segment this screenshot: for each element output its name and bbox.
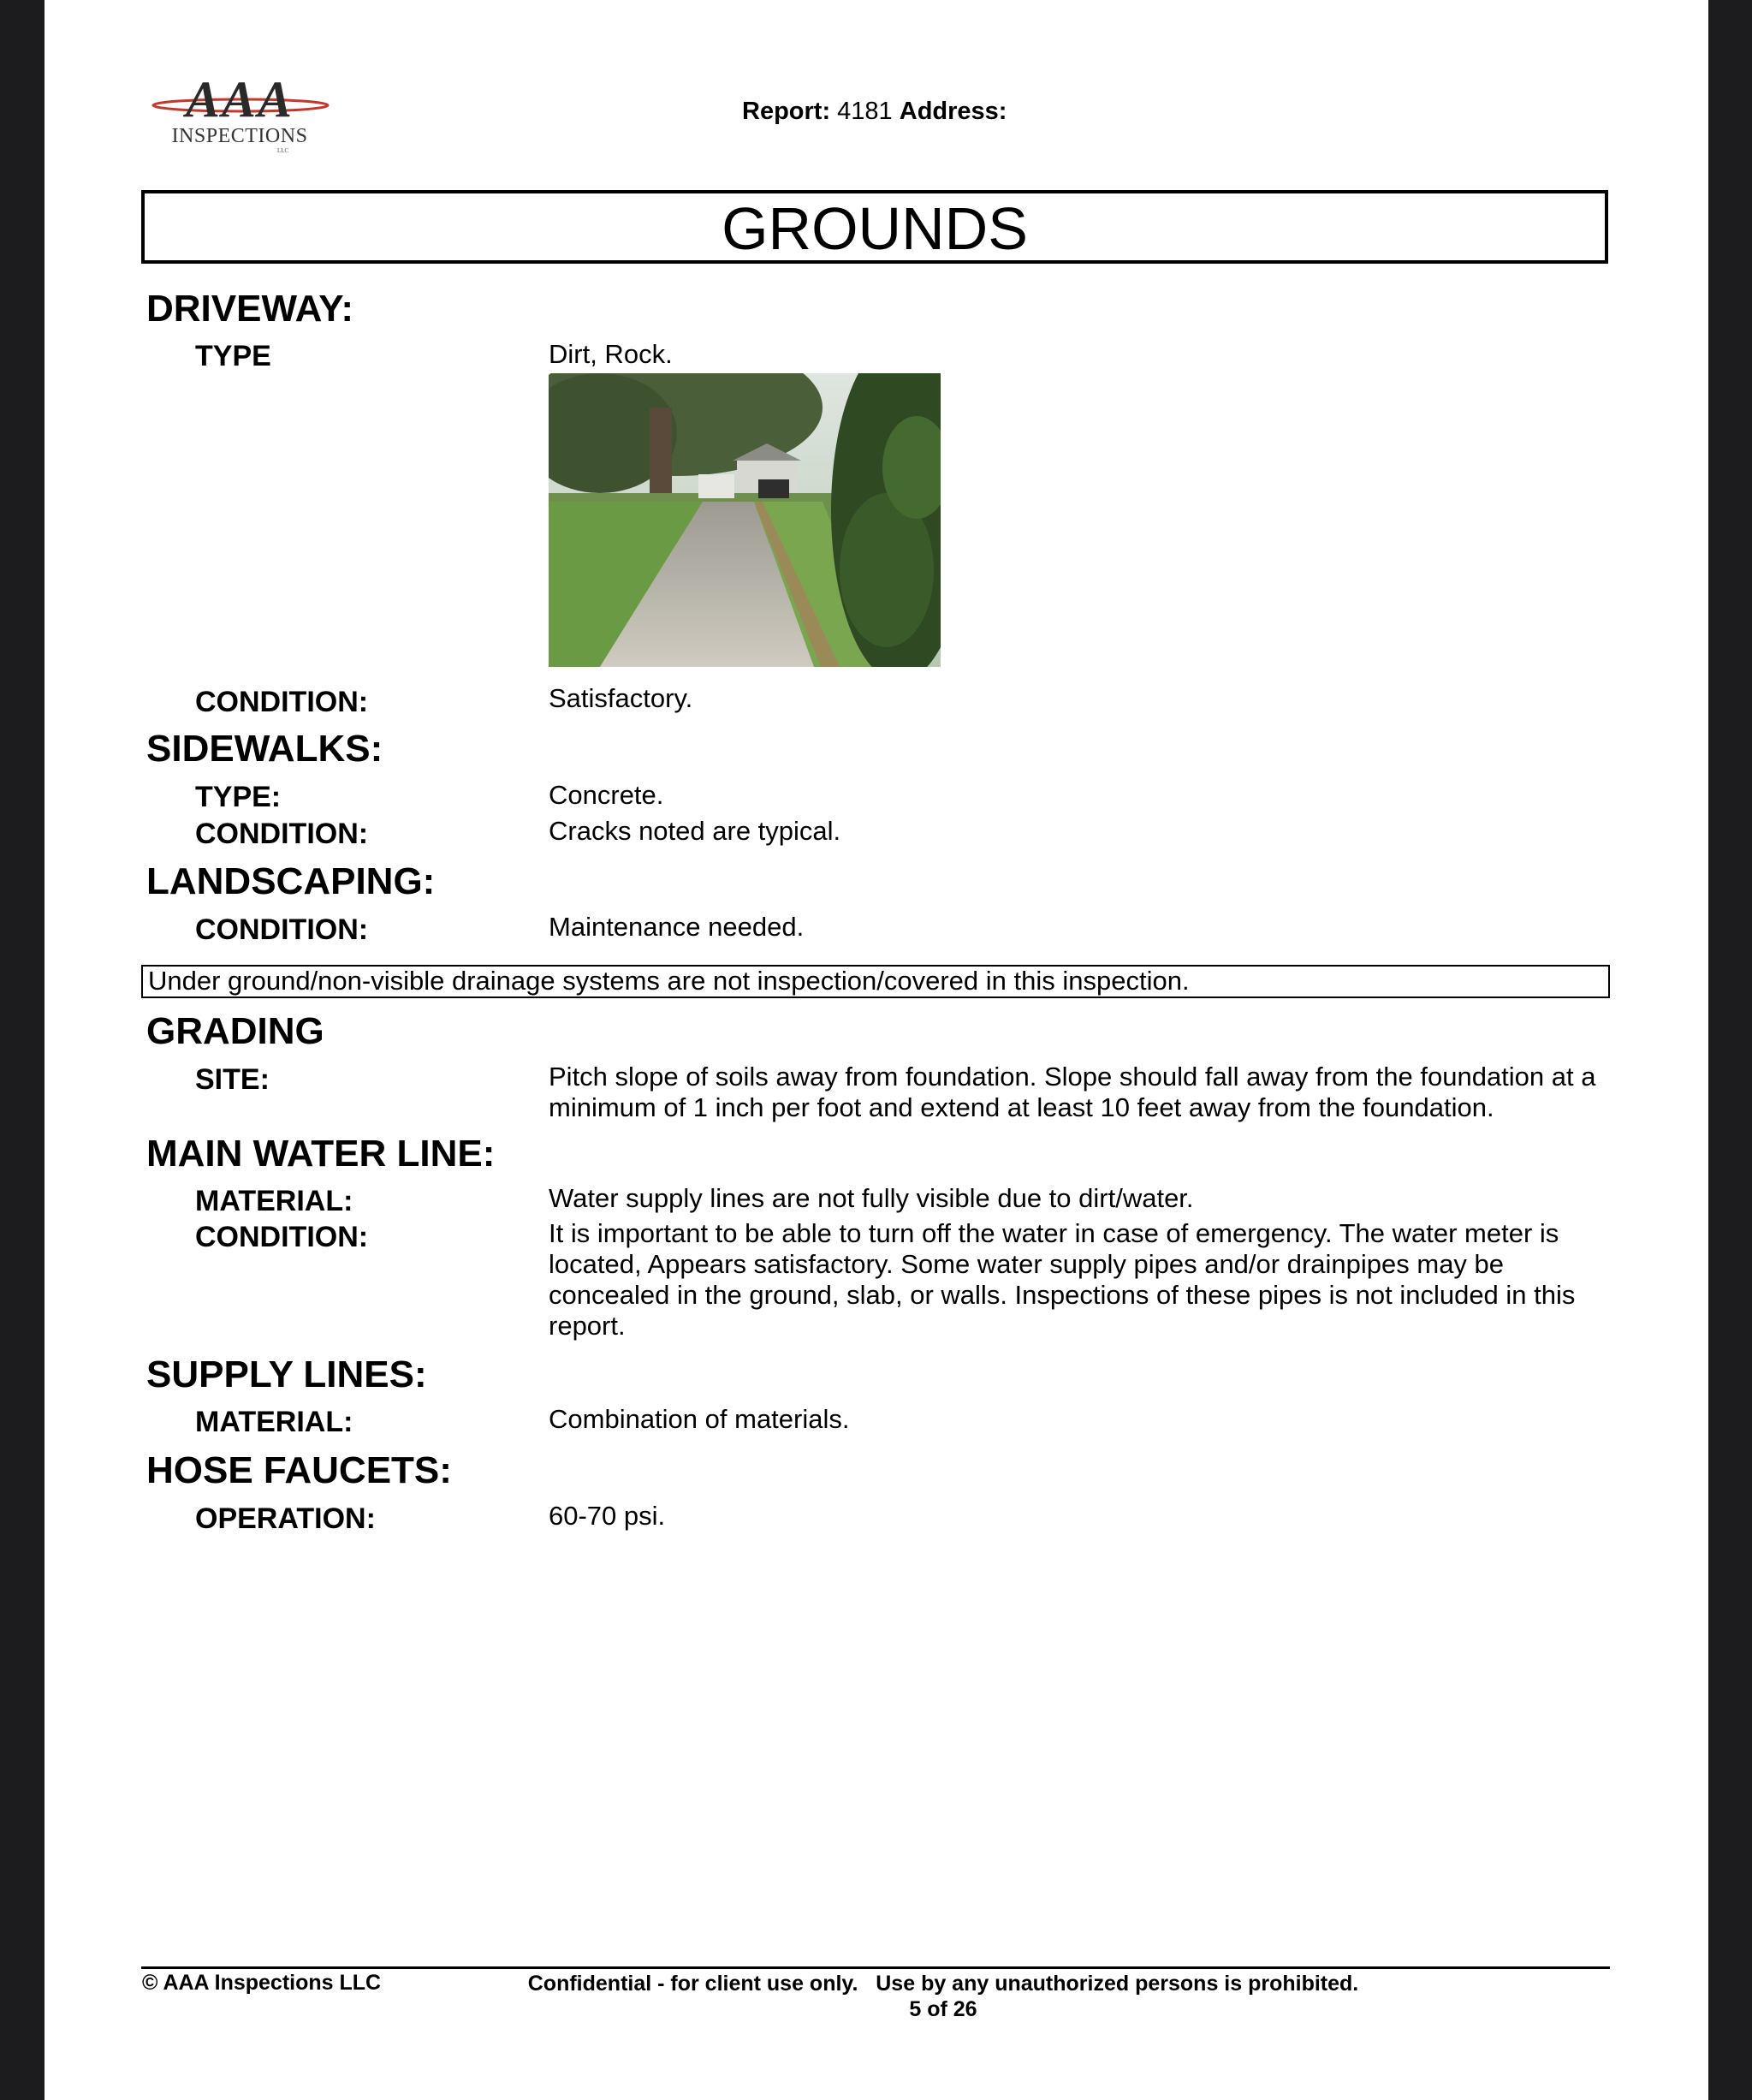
sidewalks-condition-value: Cracks noted are typical. (549, 816, 841, 846)
address-label: Address: (899, 98, 1007, 125)
document-page (45, 0, 1708, 2100)
main-water-material-value: Water supply lines are not fully visible due to dirt/water. (549, 1183, 1194, 1213)
footer-page-number: 5 of 26 (909, 1997, 977, 2021)
grading-heading: GRADING (146, 1010, 324, 1052)
hose-faucets-operation-value: 60-70 psi. (549, 1501, 666, 1531)
logo-brand: AAA (185, 71, 294, 128)
company-logo (146, 71, 334, 159)
logo-llc: LLC (277, 147, 289, 154)
main-water-line-heading: MAIN WATER LINE: (146, 1133, 496, 1175)
grading-site-label: SITE: (195, 1063, 270, 1096)
drainage-note: Under ground/non-visible drainage systems are not inspection/covered in this inspection. (141, 965, 1610, 998)
footer-divider (141, 1966, 1610, 1969)
main-water-condition-value: It is important to be able to turn off the water in case of emergency. The water meter is located, Appears satisfactory. Some water supply pipes and/or drainpipes may be concealed in the ground, slab, or walls. Inspections of these pipes is not included in this report. (549, 1218, 1576, 1341)
driveway-photo (549, 373, 941, 667)
sidewalks-condition-label: CONDITION: (195, 818, 369, 850)
page-title: GROUNDS (141, 190, 1608, 264)
grading-site-value: Pitch slope of soils away from foundation. Slope should fall away from the foundation at a minimum of 1 inch per foot and extend at least 10 feet away from the foundation. (549, 1062, 1596, 1122)
driveway-type-value: Dirt, Rock. (549, 339, 673, 369)
driveway-type-label: TYPE (195, 340, 271, 372)
driveway-heading: DRIVEWAY: (146, 288, 354, 330)
hose-faucets-heading: HOSE FAUCETS: (146, 1449, 452, 1491)
sidewalks-type-label: TYPE: (195, 781, 282, 813)
driveway-photo-image (549, 373, 941, 667)
report-number: 4181 (837, 98, 893, 125)
landscaping-condition-label: CONDITION: (195, 913, 369, 946)
hose-faucets-operation-label: OPERATION: (195, 1502, 376, 1535)
supply-lines-material-value: Combination of materials. (549, 1404, 850, 1434)
footer-confidential: Confidential - for client use only. Use by any unauthorized persons is prohibited. (527, 1972, 1359, 1996)
supply-lines-heading: SUPPLY LINES: (146, 1353, 427, 1395)
landscaping-condition-value: Maintenance needed. (549, 912, 805, 942)
landscaping-heading: LANDSCAPING: (146, 860, 436, 902)
sidewalks-type-value: Concrete. (549, 780, 664, 810)
logo-subtitle: INSPECTIONS (171, 125, 308, 147)
footer-copyright: © AAA Inspections LLC (142, 1971, 382, 1995)
sidewalks-heading: SIDEWALKS: (146, 728, 383, 770)
supply-lines-material-label: MATERIAL: (195, 1406, 353, 1438)
main-water-material-label: MATERIAL: (195, 1185, 353, 1217)
driveway-condition-value: Satisfactory. (549, 683, 693, 713)
footer-center (472, 1971, 1414, 2022)
driveway-condition-label: CONDITION: (195, 686, 369, 718)
main-water-condition-label: CONDITION: (195, 1221, 369, 1253)
report-label: Report: (742, 98, 831, 125)
report-line (742, 98, 1007, 126)
